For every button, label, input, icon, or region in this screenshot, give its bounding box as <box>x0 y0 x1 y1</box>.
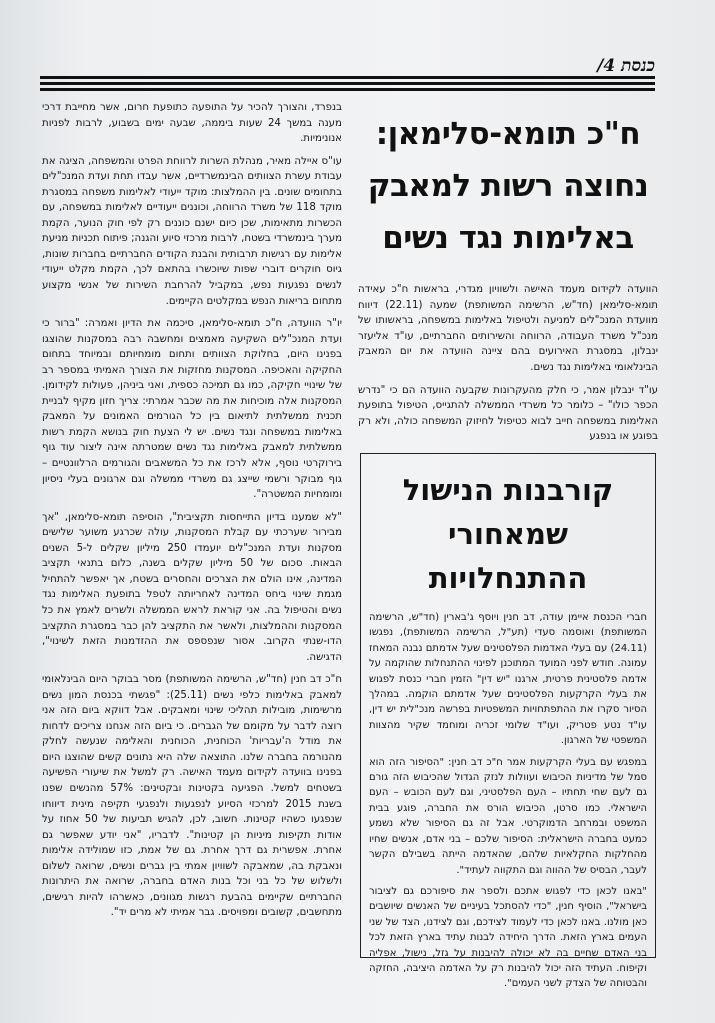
main-headline <box>358 108 658 264</box>
header-rule <box>40 82 655 85</box>
boxed-headline-line: שמאחורי ההתנחלויות <box>428 517 588 595</box>
boxed-article <box>360 453 656 990</box>
header-rule <box>40 88 655 91</box>
boxed-article-paragraph: "באנו לכאן כדי לפגוש אתכם ולספר את סיפורכם גם לציבור בישראל", הוסיף חנין, "כדי להסתכל בעיניים של האנשים שיושבים כאן מולנו. באנו לכאן כדי לעמוד לצידכם, וגם לצידנו, הצד של שני העמים בארץ הזאת. הדרך היחידה לבנות עתיד בארץ הזאת לכל בני האדם שחיים בה לא יכולה להיבנות על גזל, נישול, אפליה וקיפוח. העתיד הזה יכול להיבנות רק על האדמה היציבה, החזקה והבטוחה של הצדק לשני העמים". <box>369 885 647 990</box>
main-article <box>358 100 658 452</box>
continuation-paragraph: יו"ר הוועדה, ח"כ תומא-סלימאן, סיכמה את הדיון ואמרה: "ברור כי ועדת המנכ"לים השקיעה מאמצים ומחשבה רבה במסקנות שהוצגו בפנינו היום, בחלוקת הצוותים ותחום מומחיותם ובמיוחד בתחום החקיקה והאכיפה. המסקנות מחזקות את הצורך האמיתי במספר רב של שינויי חקיקה, כמו גם תמיכה כספית, ואני ביניהן, פעולות לקידומן. המסקנות אלה מוכיחות את מה שכבר אמרתי: צריך חזון מקיף לבניית תכנית ממשלתית לתיאום בין כל הגורמים האמונים על המאבק באלימות במשפחה ונגד נשים. יש לי הצעת חוק בנושא הקמת רשות ממשלתית למאבק באלימות נגד נשים שמטרתה אינה ליצור עוד גוף בירוקרטי נוסף, אלא לרכז את כל המשאבים והגורמים הרלוונטיים – גוף מבוקר ורשמי שייצג גם משרדי ממשלה וגם ארגונים בעלי ניסיון ומומחיות המשטרה". <box>42 318 342 501</box>
main-headline-line: באלימות נגד נשים <box>382 220 634 256</box>
continuation-paragraph: "לא שמענו בדיון התייחסות תקציבית", הוסיפה תומא-סלימאן, "אך מבירור שערכתי עם קבלת המסקנות, עולה שכרגע משוער שלישים מסקנות ועדת המנכ"לים יועמדו 250 מיליון שקלים ל-5 השנים הבאות. סכום של 50 מיליון שקלים בשנה, כלום בתנאי תקציב המדינה, אינו הולם את הצרכים והחסרים בשטח, אך יאפשר להתחיל מגמת שינוי ביחס המדינה לאחריותה לטפל בתופעת האלימות נגד נשים והטיפול בה. אני קוראת לראש הממשלה ולשרים לאמץ את כל המסקנות וההמלצות, ולאשר את התקציב להן כבר במסגרת התקציב הדו-שנתי הקרוב. אסור שנפספס את ההזדמנות הזאת לשינוי", הדגישה. <box>42 511 342 663</box>
main-headline-line: נחוצה רשות למאבק <box>367 168 649 204</box>
page-folio: כנסת 4/ <box>597 56 655 76</box>
main-article-body <box>358 282 658 445</box>
continuation-paragraph: בנפרד, והצורך להכיר על התופעה כתופעת חרום, אשר מחייבת דרכי מענה במשך 24 שעות ביממה, שבעה ימים בשבוע, לרבות לפניות אנונימיות. <box>42 102 342 145</box>
continuation-column <box>42 100 342 1000</box>
main-headline-line: ח"כ תומא-סלימאן: <box>375 116 641 152</box>
boxed-headline-line: קורבנות הנישול <box>402 473 614 507</box>
main-article-paragraph: עו"ד ינבלון אמר, כי חלק מהעקרונות שקבעה הוועדה הם כי "נדרש הכפר כולו" – כלומר כל משרדי הממשלה להתגייס, הטיפול בתופעת האלימות במשפחה חייב לבוא כטיפול לחיזוק המשפחה כולה, ולא רק בפוגע או בנפגע <box>358 384 658 443</box>
boxed-article-paragraph: חברי הכנסת איימן עודה, דב חנין ויוסף ג'בארין (חד"ש, הרשימה המשותפת) ואוסמה סעדי (תע"ל, הרשימה המשותפת), נפגשו (24.11) עם בעלי האדמות הפלסטינים שעל אדמתם נבנה המאחז עמונה. חודש לפני המועד המתוכנן לפינוי ההתנחלות שהוקמה על אדמה פלסטינית פרטית, ארגנו "יש דין" הזמין חברי כנסת לפגוש את בעלי הקרקעות הפלסטינים שעל אדמתם הוקמה. במהלך הסיור סקרו את ההתפתחויות המשפטיות בפרשה מנכ"לית יש דין, עו"ד נטע פטריק, ועו"ד שלומי זכריה ומוחמד שקיר מהצוות המשפטי של הארגון. <box>369 612 647 747</box>
boxed-article-body <box>369 610 647 992</box>
header-rules <box>40 76 655 94</box>
boxed-headline <box>369 468 647 600</box>
boxed-article-paragraph: במפגש עם בעלי הקרקעות אמר ח"כ דב חנין: "הסיפור הזה הוא סמל של מדיניות הכיבוש ועוולות לנזק הגדול שהכיבוש הזה גורם גם לעם שחי תחתיו – העם הפלסטיני, וגם לעם הכובש – העם הישראלי. כמו סרטן, הכיבוש הורס את החברה, פוגע בבית המשפט ובמרחב הדמוקרטי. אבל זה גם הסיפור שלא נשמע כמעט בחברה הישראלית: הסיפור שלכם – בני אדם, אנשים שחיו מהחלקות החקלאיות שלהם, שהאדמה הייתה בשבילם הקשר לעבר, הבסיס של ההווה וגם התקווה לעתיד". <box>369 756 647 876</box>
continuation-paragraph: ח"כ דב חנין (חד"ש, הרשימה המשותפת) מסר בבוקר היום הבינלאומי למאבק באלימות כלפי נשים (25.11): "פגשתי בכנסת המון נשים מרשימות, מובילות תהליכי שינוי ומאבקים. אבל דווקא ביום הזה אני רוצה לדבר על מקומם של הגברים. כי ביום הזה אנחנו צריכים לדחות את מודל ה'עבריות' הכוחנית, הכוחנית והאלימה שנעשה לחלק מהנורמה בחברה שלנו. התוצאה שלה היא נתונים קשים שהוצגו היום בפנינו בוועדה לקידום מעמד האישה. רק למשל את שיעורי הפשיעה בשטחים למשל. הפגיעה בקטינות ובקטינים: 57% מהנשים שפנו בשנת 2015 למרכזי הסיוע לנפגעות ולנפגעי תקיפה מינית דיווחו שנפגעו כשהיו קטינות. חשוב, לכן, להגיש תביעות של 50 אחוז על אודות תקיפות מיניות הן קטינות". לדבריו, "אני יודע שאפשר גם אחרת. אפשרית גם דרך אחרת. גם של אמת, כזו שמולידה אלימות ונאבקת בה, שמאבקה לשוויון אמתי בין גברים ונשים, שרואה לשלום ולשלוש של כל בני וכל בנות האדם בחברה, שרואה את היתרונות החברתיים שקיימים בהבעת רגשות מגוונים, כאשרהו להיות רגישים, מתחשבים, קשובים ומפויסים. גבר אמיתי לא מרים יד". <box>42 674 343 919</box>
main-article-paragraph: הוועדה לקידום מעמד האישה ולשוויון מגדרי, בראשות ח"כ עאידה תומא-סלימאן (חד"ש, הרשימה המשותפת) שמעה (22.11) דיווח מוועדת המנכ"לים למניעה ולטיפול באלימות במשפחה, בראשותו של מנכ"ל משרד העבודה, הרווחה והשירותים החברתיים, עו"ד אליעזר ינבלון, במסגרת האירועים בהם ציינה הוועדה את יום המאבק הבינלאומי באלימות נגד נשים. <box>358 284 658 373</box>
header-rule <box>40 76 655 79</box>
continuation-paragraph: עו"ס איילה מאיר, מנהלת השרות לרווחת הפרט והמשפחה, הציגה את עבודת עשרת הצוותים הבינמשרדיים, אשר עבדו תחת ועדת המנכ"לים בתחומים שונים. בין ההמלצות: מוקד ייעודי לאלימות משפחה במסגרת מוקד 118 של משרד הרווחה, וכוננים ייעודיים לאלימות במשפחה, עם הכשרות מתאימות, שכן כיום ישנם כוננים רק לפי חוק הנוער, הקמת מערך בינמשרדי בשטח, לרבות מרכזי סיוע והגנה; פיתוח תכניות מניעת אלימות עם רגישות תרבותית והבנת הקודים החברתיים בחברות שונות, גיוס חוקרים דוברי שפות שיוכשרו בהתאם לכך, הקמת מקלט ייעודי לנשים נפגעות נפש, במקביל להרחבת השירות של אנשי מקצוע מתחום בריאות הנפש במקלטים הקיימים. <box>42 155 342 307</box>
